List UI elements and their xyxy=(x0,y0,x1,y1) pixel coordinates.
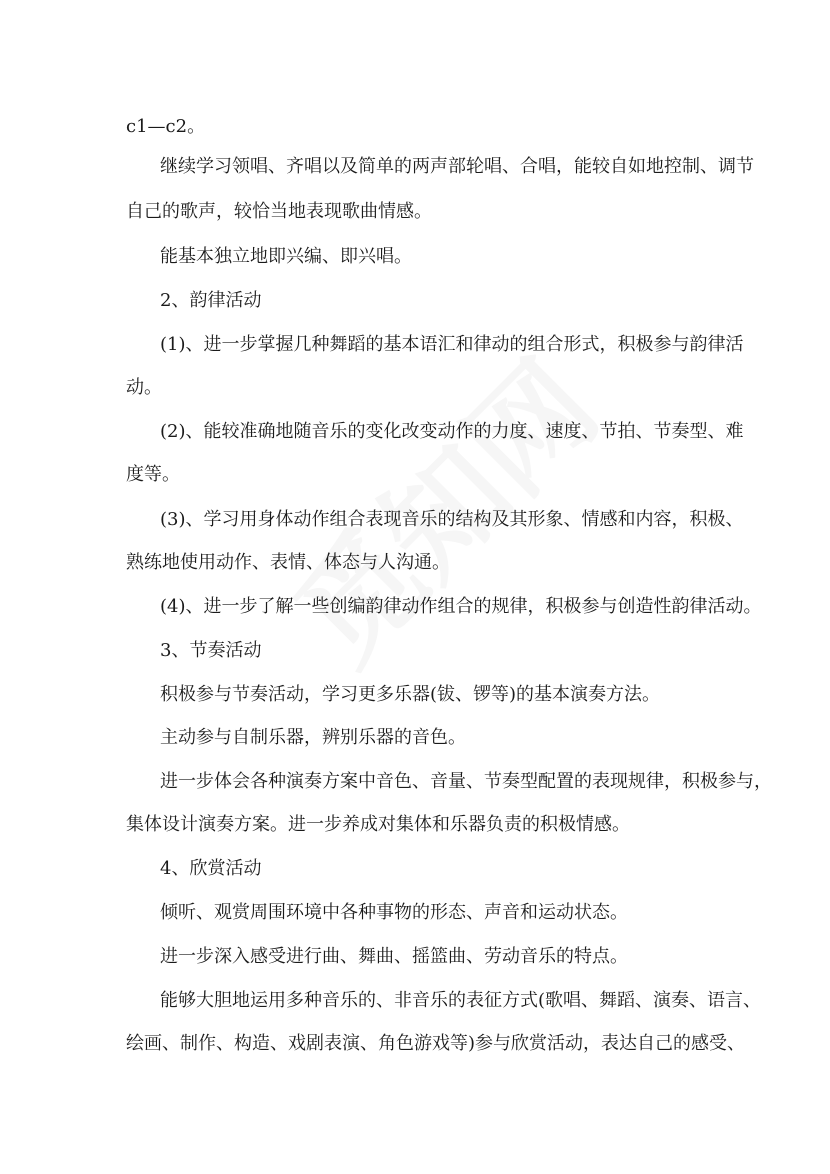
section-heading: 4、欣赏活动 xyxy=(160,858,262,879)
text-line: 继续学习领唱、齐唱以及简单的两声部轮唱、合唱，能较自如地控制、调节 xyxy=(160,156,754,177)
text-line: 集体设计演奏方案。进一步养成对集体和乐器负责的积极情感。 xyxy=(126,814,630,835)
text-line: (3)、学习用身体动作组合表现音乐的结构及其形象、情感和内容，积极、 xyxy=(160,509,744,530)
text-line: 进一步体会各种演奏方案中音色、音量、节奏型配置的表现规律，积极参与， xyxy=(160,771,772,792)
text-line: (1)、进一步掌握几种舞蹈的基本语汇和律动的组合形式，积极参与韵律活 xyxy=(160,334,744,355)
text-line: 能够大胆地运用多种音乐的、非音乐的表征方式(歌唱、舞蹈、演奏、语言、 xyxy=(160,990,762,1011)
text-line: (2)、能较准确地随音乐的变化改变动作的力度、速度、节拍、节奏型、难 xyxy=(160,421,744,442)
text-line: 进一步深入感受进行曲、舞曲、摇篮曲、劳动音乐的特点。 xyxy=(160,946,628,967)
text-line: 动。 xyxy=(126,377,162,398)
text-line: 积极参与节奏活动，学习更多乐器(钹、锣等)的基本演奏方法。 xyxy=(160,684,661,705)
text-line: 自己的歌声，较恰当地表现歌曲情感。 xyxy=(126,201,432,222)
text-line: c1—c2。 xyxy=(126,116,206,137)
text-line: 能基本独立地即兴编、即兴唱。 xyxy=(160,246,412,267)
watermark-text xyxy=(252,318,628,694)
section-heading: 3、节奏活动 xyxy=(160,640,262,661)
text-line: 倾听、观赏周围环境中各种事物的形态、声音和运动状态。 xyxy=(160,902,628,923)
text-line: 绘画、制作、构造、戏剧表演、角色游戏等)参与欣赏活动，表达自己的感受、 xyxy=(126,1033,746,1054)
text-line: 度等。 xyxy=(126,464,180,485)
section-heading: 2、韵律活动 xyxy=(160,290,262,311)
text-line: 熟练地使用动作、表情、体态与人沟通。 xyxy=(126,552,450,573)
text-line: (4)、进一步了解一些创编韵律动作组合的规律，积极参与创造性韵律活动。 xyxy=(160,596,762,617)
text-line: 主动参与自制乐器，辨别乐器的音色。 xyxy=(160,727,466,748)
